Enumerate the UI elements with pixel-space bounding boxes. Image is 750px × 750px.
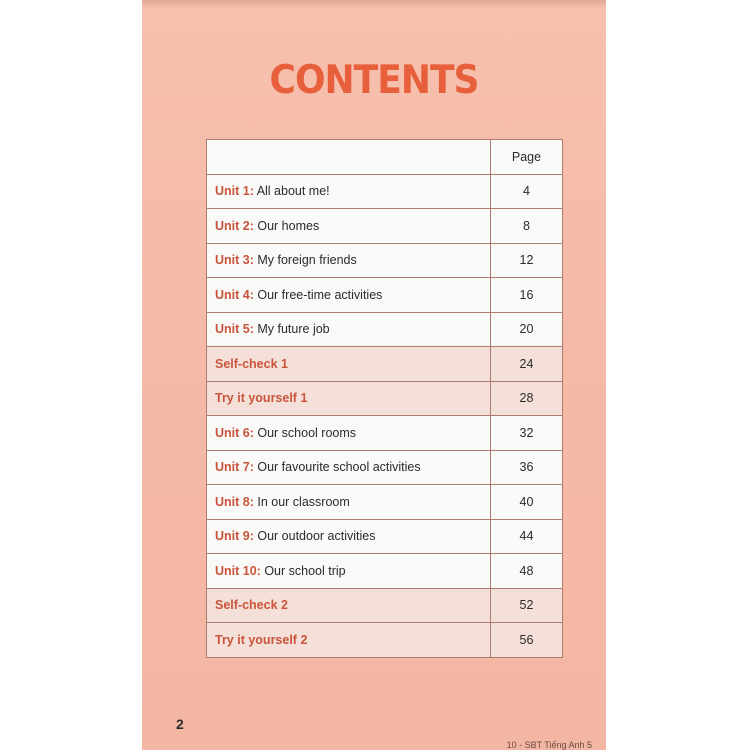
unit-label: Unit 8:	[215, 494, 254, 509]
page-number-cell: 56	[491, 623, 563, 658]
page-number-cell: 4	[491, 174, 563, 209]
contents-rows	[207, 174, 563, 657]
unit-title: All about me!	[256, 184, 330, 199]
unit-label: Unit 3:	[215, 253, 254, 268]
table-row-unit	[207, 312, 563, 347]
page-number-cell: 12	[491, 243, 563, 278]
header-blank-cell	[207, 140, 491, 175]
unit-title: Our free-time activities	[257, 287, 383, 302]
page-number-cell: 44	[491, 519, 563, 554]
table-row-special	[207, 381, 563, 416]
entry-title-cell	[207, 209, 491, 244]
entry-title-cell	[207, 278, 491, 313]
entry-title-cell	[207, 554, 491, 589]
unit-title: My foreign friends	[257, 253, 357, 268]
section-label: Self-check 2	[215, 598, 288, 613]
table-row-special	[207, 347, 563, 382]
contents-title: CONTENTS	[269, 58, 479, 103]
page-number-cell: 36	[491, 450, 563, 485]
unit-title: Our school rooms	[257, 425, 357, 440]
entry-title-cell	[207, 243, 491, 278]
unit-title: Our school trip	[264, 563, 346, 578]
page-number-cell: 24	[491, 347, 563, 382]
entry-title-cell	[207, 381, 491, 416]
entry-title-cell	[207, 519, 491, 554]
table-row-unit	[207, 416, 563, 451]
unit-title: My future job	[257, 322, 330, 337]
page-shadow	[142, 0, 606, 8]
section-label: Self-check 1	[215, 356, 288, 371]
book-page	[142, 0, 606, 750]
page-number-cell: 28	[491, 381, 563, 416]
unit-label: Unit 2:	[215, 218, 254, 233]
unit-label: Unit 9:	[215, 529, 254, 544]
unit-label: Unit 5:	[215, 322, 254, 337]
entry-title-cell	[207, 588, 491, 623]
table-row-special	[207, 588, 563, 623]
page-number-cell: 16	[491, 278, 563, 313]
contents-table	[206, 139, 563, 658]
table-row-unit	[207, 554, 563, 589]
entry-title-cell	[207, 450, 491, 485]
table-row-unit	[207, 485, 563, 520]
page-number: 2	[176, 716, 184, 732]
page-number-cell: 32	[491, 416, 563, 451]
entry-title-cell	[207, 485, 491, 520]
entry-title-cell	[207, 312, 491, 347]
page-number-cell: 48	[491, 554, 563, 589]
entry-title-cell	[207, 623, 491, 658]
entry-title-cell	[207, 174, 491, 209]
entry-title-cell	[207, 347, 491, 382]
table-row-unit	[207, 243, 563, 278]
page-number-cell: 8	[491, 209, 563, 244]
table-row-special	[207, 623, 563, 658]
table-row-unit	[207, 278, 563, 313]
unit-label: Unit 10:	[215, 563, 261, 578]
table-row-unit	[207, 450, 563, 485]
unit-label: Unit 4:	[215, 287, 254, 302]
unit-label: Unit 7:	[215, 460, 254, 475]
unit-label: Unit 6:	[215, 425, 254, 440]
table-header-row	[207, 140, 563, 175]
page-column-header: Page	[491, 140, 563, 175]
footer-text: 10 - SBT Tiếng Anh 5	[506, 740, 592, 750]
unit-title: Our outdoor activities	[257, 529, 376, 544]
section-label: Try it yourself 2	[215, 632, 308, 647]
table-row-unit	[207, 174, 563, 209]
table-row-unit	[207, 519, 563, 554]
unit-title: In our classroom	[257, 494, 350, 509]
unit-title: Our favourite school activities	[257, 460, 421, 475]
unit-title: Our homes	[257, 218, 320, 233]
page-number-cell: 52	[491, 588, 563, 623]
page-number-cell: 40	[491, 485, 563, 520]
unit-label: Unit 1:	[215, 184, 254, 199]
page-number-cell: 20	[491, 312, 563, 347]
entry-title-cell	[207, 416, 491, 451]
section-label: Try it yourself 1	[215, 391, 308, 406]
table-row-unit	[207, 209, 563, 244]
